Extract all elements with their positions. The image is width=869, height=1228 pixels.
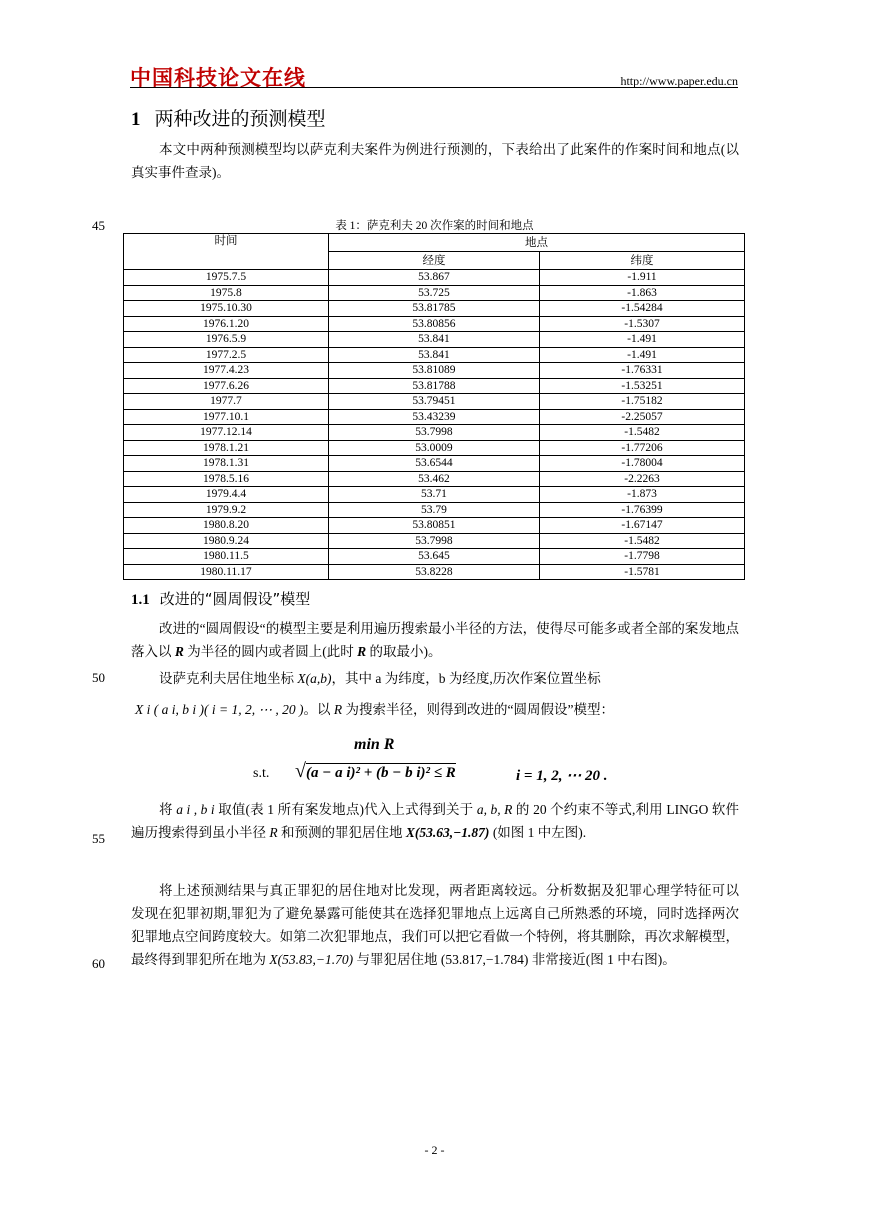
cell-time: 1978.5.16: [124, 471, 329, 487]
cell-latitude: -1.75182: [540, 394, 745, 410]
cell-latitude: -1.5307: [540, 316, 745, 332]
col-header-lon: 经度: [328, 252, 539, 270]
p5-text-b: 与罪犯居住地: [353, 952, 441, 967]
p2-text-a: 设萨克利夫居住地坐标: [159, 671, 298, 686]
paragraph-3: [135, 698, 743, 721]
cell-latitude: -1.5482: [540, 533, 745, 549]
cell-longitude: 53.7998: [328, 425, 539, 441]
line-number: 45: [92, 218, 105, 233]
index-condition: i = 1, 2, ⋯ 20 .: [516, 768, 608, 784]
p3-coord-expr: X i ( a i, b i )( i = 1, 2, ⋯ , 20 ): [135, 702, 304, 717]
table-row: [124, 332, 745, 348]
crime-table: [123, 233, 745, 580]
cell-longitude: 53.867: [328, 270, 539, 286]
paragraph-4: [131, 798, 739, 844]
cell-longitude: 53.8228: [328, 564, 539, 580]
section-heading: [131, 104, 326, 131]
cell-latitude: -1.5781: [540, 564, 745, 580]
constraint-formula: [295, 760, 456, 783]
table-row: [124, 301, 745, 317]
table-row: [124, 533, 745, 549]
paragraph-5: [131, 879, 739, 971]
table-row: [124, 270, 745, 286]
p5-text-a: 将上述预测结果与真正罪犯的居住地对比发现，两者距离较远。分析数据及犯罪心理学特征可以发现在犯罪初期,罪犯为了避免暴露可能使其在选择犯罪地点上远离自己所熟悉的环境，同时选择两次犯罪地点空间跨度较大。如第二次犯罪地点，我们可以把它看做一个特例，将其删除，再次求解模型，最终得到罪犯所在地为: [131, 883, 739, 967]
cell-time: 1978.1.21: [124, 440, 329, 456]
table-row: [124, 564, 745, 580]
p4-symbol-r: R: [269, 825, 278, 840]
table-row: [124, 425, 745, 441]
cell-time: 1977.12.14: [124, 425, 329, 441]
p5-text-c: 非常接近(图 1 中右图)。: [528, 952, 676, 967]
cell-latitude: -1.78004: [540, 456, 745, 472]
cell-longitude: 53.6544: [328, 456, 539, 472]
subject-to-label: s.t.: [253, 766, 270, 781]
cell-time: 1980.8.20: [124, 518, 329, 534]
constraint-expression: (a − a i)² + (b − b i)² ≤ R: [305, 765, 456, 781]
cell-longitude: 53.645: [328, 549, 539, 565]
cell-latitude: -1.863: [540, 285, 745, 301]
cell-time: 1975.10.30: [124, 301, 329, 317]
p3-symbol-r: R: [333, 702, 343, 717]
p1-symbol-r: R: [174, 644, 184, 659]
p3-text-c: 为搜索半径，则得到改进的“圆周假设”模型：: [342, 702, 614, 717]
cell-latitude: -1.77206: [540, 440, 745, 456]
cell-latitude: -1.76331: [540, 363, 745, 379]
table-row: [124, 409, 745, 425]
logo-rest-text: 科技论文在线: [174, 66, 306, 90]
table-row: [124, 502, 745, 518]
cell-longitude: 53.841: [328, 347, 539, 363]
cell-time: 1980.11.17: [124, 564, 329, 580]
table-row: [124, 456, 745, 472]
cell-time: 1979.4.4: [124, 487, 329, 503]
table-row: [124, 394, 745, 410]
cell-time: 1980.9.24: [124, 533, 329, 549]
table-row: [124, 378, 745, 394]
p4-text-d: 和预测的罪犯居住地: [277, 825, 406, 840]
line-number: 50: [92, 670, 105, 685]
p4-text-b: 取值(表 1 所有案发地点)代入上式得到关于: [214, 802, 477, 817]
table-row: [124, 487, 745, 503]
cell-time: 1977.10.1: [124, 409, 329, 425]
table-row: [124, 347, 745, 363]
p5-true-location: (53.817,−1.784): [440, 952, 529, 967]
cell-longitude: 53.841: [328, 332, 539, 348]
objective-min-r: min R: [354, 736, 395, 753]
cell-latitude: -1.7798: [540, 549, 745, 565]
p4-predicted-location: X(53.63,−1.87): [405, 825, 490, 840]
logo-red-text: 中国: [130, 66, 174, 90]
header-url[interactable]: http://www.paper.edu.cn: [620, 74, 738, 88]
cell-longitude: 53.81785: [328, 301, 539, 317]
p3-text-b: 。以: [303, 702, 334, 717]
subsection-number: 1.1: [131, 592, 150, 608]
cell-longitude: 53.81788: [328, 378, 539, 394]
section-title: 两种改进的预测模型: [154, 108, 326, 130]
p4-text-a: 将: [159, 802, 177, 817]
p4-text-e: (如图 1 中左图).: [489, 825, 587, 840]
cell-latitude: -1.911: [540, 270, 745, 286]
p2-home-coord: X(a,b): [297, 671, 332, 686]
cell-time: 1977.2.5: [124, 347, 329, 363]
cell-longitude: 53.79: [328, 502, 539, 518]
col-header-time: 时间: [124, 234, 329, 270]
table-row: [124, 316, 745, 332]
cell-time: 1978.1.31: [124, 456, 329, 472]
cell-time: 1977.6.26: [124, 378, 329, 394]
sqrt-icon: √: [295, 760, 306, 782]
col-header-place: 地点: [328, 234, 744, 252]
cell-latitude: -1.54284: [540, 301, 745, 317]
cell-longitude: 53.81089: [328, 363, 539, 379]
p4-symbol-abr: a, b, R: [476, 802, 513, 817]
table-row: [124, 363, 745, 379]
table-row: [124, 549, 745, 565]
cell-latitude: -1.873: [540, 487, 745, 503]
cell-latitude: -1.67147: [540, 518, 745, 534]
cell-latitude: -1.491: [540, 332, 745, 348]
cell-time: 1976.5.9: [124, 332, 329, 348]
cell-longitude: 53.462: [328, 471, 539, 487]
cell-longitude: 53.7998: [328, 533, 539, 549]
p1-symbol-r2: R: [357, 644, 367, 659]
cell-time: 1977.4.23: [124, 363, 329, 379]
cell-time: 1975.8: [124, 285, 329, 301]
cell-longitude: 53.71: [328, 487, 539, 503]
table-row: [124, 518, 745, 534]
subsection-title: 改进的“圆周假设”模型: [159, 590, 311, 608]
cell-longitude: 53.43239: [328, 409, 539, 425]
cell-longitude: 53.0009: [328, 440, 539, 456]
cell-longitude: 53.725: [328, 285, 539, 301]
header-rule: [130, 87, 738, 88]
table-body: [124, 270, 745, 580]
col-header-lat: 纬度: [540, 252, 745, 270]
paragraph-1: [131, 617, 739, 663]
table-row: [124, 285, 745, 301]
table-row: [124, 471, 745, 487]
section-number: 1: [131, 109, 141, 130]
paragraph-2: [131, 667, 739, 690]
cell-time: 1975.7.5: [124, 270, 329, 286]
cell-latitude: -1.491: [540, 347, 745, 363]
cell-longitude: 53.80851: [328, 518, 539, 534]
line-number: 60: [92, 956, 105, 971]
p1-text-c: 的取最小)。: [366, 644, 442, 659]
line-number: 55: [92, 831, 105, 846]
cell-time: 1977.7: [124, 394, 329, 410]
cell-time: 1976.1.20: [124, 316, 329, 332]
cell-latitude: -2.2263: [540, 471, 745, 487]
p1-text-b: 为半径的圆内或者圆上(此时: [183, 644, 358, 659]
cell-latitude: -1.5482: [540, 425, 745, 441]
table-row: [124, 440, 745, 456]
cell-longitude: 53.80856: [328, 316, 539, 332]
p4-symbol-ai-bi: a i , b i: [176, 802, 215, 817]
p1-text-a: 改进的“圆周假设“的模型主要是利用遍历搜索最小半径的方法，使得尽可能多或者全部的案发地点落入以: [131, 621, 739, 659]
cell-time: 1979.9.2: [124, 502, 329, 518]
p5-predicted-location: X(53.83,−1.70): [269, 952, 354, 967]
cell-longitude: 53.79451: [328, 394, 539, 410]
cell-latitude: -1.76399: [540, 502, 745, 518]
cell-time: 1980.11.5: [124, 549, 329, 565]
table-caption: 表 1：萨克利夫 20 次作案的时间和地点: [335, 220, 534, 232]
p2-text-b: ，其中 a 为纬度，b 为经度,历次作案位置坐标: [331, 671, 601, 686]
cell-latitude: -2.25057: [540, 409, 745, 425]
cell-latitude: -1.53251: [540, 378, 745, 394]
page-number: - 2 -: [424, 1143, 445, 1157]
subsection-heading: [131, 588, 310, 609]
intro-paragraph: 本文中两种预测模型均以萨克利夫案件为例进行预测的，下表给出了此案件的作案时间和地点(以真实事件查录)。: [131, 142, 739, 180]
p4-text-c: 的 20 个约束不等式,利用 LINGO 软件遍历搜索得到虽小半径: [131, 802, 740, 840]
